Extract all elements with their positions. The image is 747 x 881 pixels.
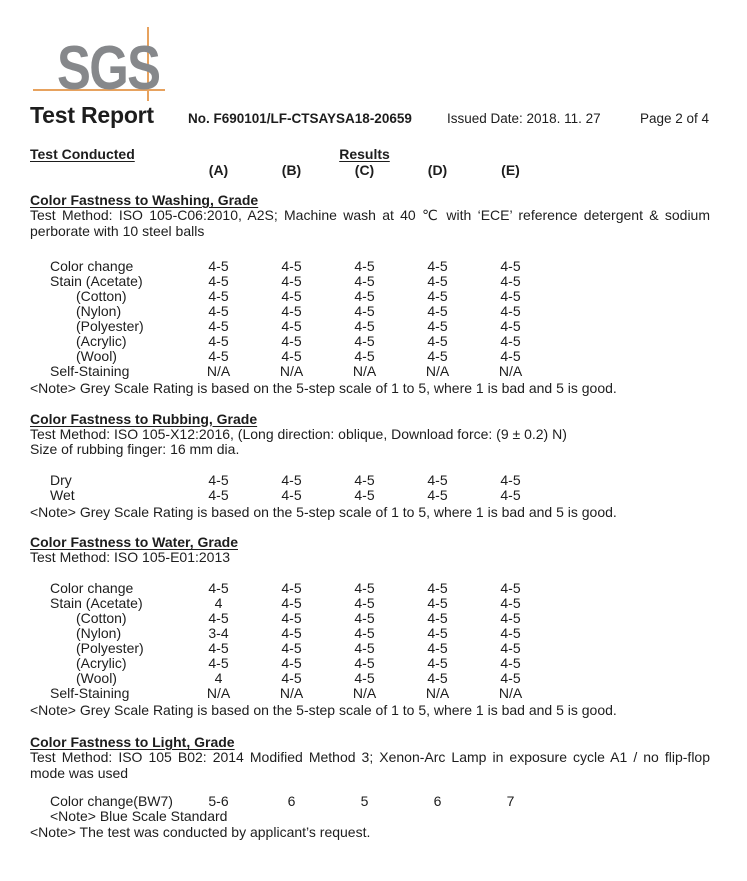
grade-value: 4-5 <box>281 348 302 364</box>
row-label: (Nylon) <box>76 303 122 319</box>
table-row <box>30 581 710 596</box>
table-row <box>30 641 710 656</box>
grey-scale-note: <Note> Grey Scale Rating is based on the 5-step scale of 1 to 5, where 1 is bad and 5 is good. <box>30 380 617 396</box>
grade-value: 4-5 <box>500 486 521 503</box>
table-row <box>30 304 710 319</box>
results-table <box>30 794 710 809</box>
grade-value: 4-5 <box>354 333 375 349</box>
row-label: (Polyester) <box>76 639 144 656</box>
page-indicator: Page 2 of 4 <box>640 111 710 126</box>
grade-value: 4-5 <box>281 258 302 274</box>
grade-value: 4-5 <box>281 639 302 656</box>
grade-value: 4-5 <box>500 273 521 289</box>
table-row <box>30 473 710 488</box>
section-water <box>30 534 710 718</box>
grade-value: 4-5 <box>281 654 302 671</box>
section-rubbing <box>30 411 710 521</box>
grade-value: 4-5 <box>427 288 448 304</box>
section-light <box>30 734 710 840</box>
results-column-labels-row <box>30 162 710 178</box>
row-label: Dry <box>50 471 72 488</box>
grade-value: 4-5 <box>500 639 521 656</box>
grade-value: N/A <box>352 684 377 701</box>
grade-value: 4-5 <box>281 594 302 611</box>
grade-value: N/A <box>206 363 231 379</box>
sgs-logo <box>0 0 747 103</box>
grade-value: 4-5 <box>208 273 229 289</box>
row-label: Color change <box>50 258 134 274</box>
table-row <box>30 334 710 349</box>
grade-value: 4-5 <box>500 654 521 671</box>
grade-value: 4-5 <box>281 669 302 686</box>
column-label-a: (A) <box>208 162 229 178</box>
table-row <box>30 364 710 379</box>
column-label-e: (E) <box>501 162 520 178</box>
row-label: (Acrylic) <box>76 333 127 349</box>
grade-value: N/A <box>352 363 377 379</box>
grade-value: 4-5 <box>281 318 302 334</box>
table-row <box>30 686 710 701</box>
results-header <box>30 146 710 178</box>
test-method-detail: Size of rubbing finger: 16 mm dia. <box>30 441 240 457</box>
grade-value: 4-5 <box>427 273 448 289</box>
applicant-request-note: <Note> The test was conducted by applicant’s request. <box>30 823 371 840</box>
grade-value: 4-5 <box>281 303 302 319</box>
grade-value: 4-5 <box>208 486 229 503</box>
row-label: Self-Staining <box>50 684 130 701</box>
grade-value: N/A <box>425 363 450 379</box>
table-row <box>30 289 710 304</box>
grade-value: 4-5 <box>208 579 229 596</box>
section-title: Color Fastness to Rubbing, Grade <box>30 410 258 427</box>
grade-value: 4-5 <box>427 609 448 626</box>
grade-value: 4-5 <box>208 639 229 656</box>
grade-value: 6 <box>287 793 296 809</box>
grey-scale-note: <Note> Grey Scale Rating is based on the 5-step scale of 1 to 5, where 1 is bad and 5 is good. <box>30 701 617 718</box>
grade-value: 4-5 <box>500 348 521 364</box>
grade-value: 4-5 <box>427 471 448 488</box>
grade-value: N/A <box>498 363 523 379</box>
grade-value: 4-5 <box>427 318 448 334</box>
table-row <box>30 656 710 671</box>
grade-value: 4-5 <box>500 669 521 686</box>
grade-value: 4-5 <box>427 639 448 656</box>
grade-value: 4-5 <box>427 486 448 503</box>
report-number: No. F690101/LF-CTSAYSA18-20659 <box>188 111 412 126</box>
row-label: (Polyester) <box>76 318 144 334</box>
grade-value: 4-5 <box>208 318 229 334</box>
grade-value: 5 <box>360 793 369 809</box>
test-method: Test Method: ISO 105 B02: 2014 Modified Method 3; Xenon-Arc Lamp in exposure cycle A1 / no flip-flop mode was used <box>30 749 710 781</box>
grade-value: 4-5 <box>427 303 448 319</box>
section-washing <box>30 192 710 397</box>
grade-value: 4-5 <box>281 579 302 596</box>
grade-value: 5-6 <box>208 793 229 809</box>
grade-value: 4-5 <box>354 654 375 671</box>
table-row <box>30 488 710 503</box>
grade-value: 4-5 <box>281 333 302 349</box>
table-row <box>30 596 710 611</box>
grade-value: 4-5 <box>427 669 448 686</box>
page-title: Test Report <box>30 102 154 128</box>
grade-value: 4-5 <box>354 669 375 686</box>
grade-value: 4-5 <box>281 273 302 289</box>
grade-value: 4 <box>214 594 223 611</box>
issued-date: Issued Date: 2018. 11. 27 <box>447 111 601 126</box>
row-label: Stain (Acetate) <box>50 273 143 289</box>
row-label: Self-Staining <box>50 363 130 379</box>
grade-value: 4-5 <box>354 273 375 289</box>
grade-value: 4-5 <box>427 654 448 671</box>
table-row <box>30 259 710 274</box>
test-conducted-heading: Test Conducted <box>30 146 135 162</box>
section-title: Color Fastness to Water, Grade <box>30 534 238 550</box>
grade-value: 4-5 <box>354 258 375 274</box>
row-label: (Wool) <box>76 348 117 364</box>
row-label: (Nylon) <box>76 624 122 641</box>
column-label-b: (B) <box>281 162 302 178</box>
row-label: (Acrylic) <box>76 654 127 671</box>
table-row <box>30 671 710 686</box>
grade-value: 4-5 <box>500 333 521 349</box>
grade-value: 4-5 <box>208 348 229 364</box>
sgs-logo-text: SGS <box>57 34 160 103</box>
grade-value: 4-5 <box>208 654 229 671</box>
grade-value: 4-5 <box>427 594 448 611</box>
grade-value: 4-5 <box>500 579 521 596</box>
table-row <box>30 794 710 809</box>
grade-value: 4-5 <box>500 288 521 304</box>
grade-value: 4-5 <box>354 609 375 626</box>
grade-value: 4-5 <box>208 258 229 274</box>
results-table <box>30 473 710 503</box>
report-content <box>0 102 747 840</box>
table-row <box>30 626 710 641</box>
test-method: Test Method: ISO 105-E01:2013 <box>30 549 231 565</box>
grade-value: N/A <box>206 684 231 701</box>
grade-value: N/A <box>279 363 304 379</box>
table-row <box>30 611 710 626</box>
results-table <box>30 259 710 379</box>
grade-value: 4-5 <box>427 624 448 641</box>
grade-value: N/A <box>498 684 523 701</box>
grade-value: 4-5 <box>427 258 448 274</box>
grey-scale-note: <Note> Grey Scale Rating is based on the 5-step scale of 1 to 5, where 1 is bad and 5 is good. <box>30 503 617 520</box>
grade-value: 4-5 <box>354 471 375 488</box>
grade-value: 4-5 <box>354 639 375 656</box>
results-table <box>30 581 710 701</box>
column-label-c: (C) <box>354 162 375 178</box>
test-method: Test Method: ISO 105-C06:2010, A2S; Machine wash at 40 ℃ with ‘ECE’ reference detergent & sodium perborate with 10 steel balls <box>30 207 710 239</box>
grade-value: 4-5 <box>281 486 302 503</box>
table-row <box>30 319 710 334</box>
grade-value: 4-5 <box>500 609 521 626</box>
grade-value: 4-5 <box>208 288 229 304</box>
row-label: (Wool) <box>76 669 117 686</box>
grade-value: 4-5 <box>500 594 521 611</box>
grade-value: 4-5 <box>354 348 375 364</box>
column-label-d: (D) <box>427 162 448 178</box>
row-label: Stain (Acetate) <box>50 594 143 611</box>
blue-scale-note: <Note> Blue Scale Standard <box>50 808 228 824</box>
grade-value: 4-5 <box>427 348 448 364</box>
grade-value: N/A <box>425 684 450 701</box>
table-row <box>30 274 710 289</box>
grade-value: 4-5 <box>427 579 448 596</box>
grade-value: 4-5 <box>500 624 521 641</box>
grade-value: 4-5 <box>354 288 375 304</box>
row-label: Color change(BW7) <box>50 793 173 809</box>
grade-value: 4-5 <box>427 333 448 349</box>
results-heading: Results <box>339 146 390 162</box>
grade-value: N/A <box>279 684 304 701</box>
row-label: Color change <box>50 579 134 596</box>
row-label: Wet <box>50 486 75 503</box>
grade-value: 7 <box>506 793 515 809</box>
grade-value: 4-5 <box>354 318 375 334</box>
grade-value: 4-5 <box>354 486 375 503</box>
grade-value: 4-5 <box>281 288 302 304</box>
grade-value: 4-5 <box>281 624 302 641</box>
grade-value: 4-5 <box>281 609 302 626</box>
table-row <box>30 349 710 364</box>
results-header-title-row <box>30 146 710 162</box>
grade-value: 4-5 <box>354 594 375 611</box>
grade-value: 4-5 <box>354 624 375 641</box>
grade-value: 4-5 <box>354 579 375 596</box>
grade-value: 4-5 <box>500 471 521 488</box>
grade-value: 4-5 <box>208 471 229 488</box>
grade-value: 4-5 <box>500 303 521 319</box>
grade-value: 4-5 <box>354 303 375 319</box>
grade-value: 4-5 <box>281 471 302 488</box>
grade-value: 4-5 <box>500 258 521 274</box>
grade-value: 4 <box>214 669 223 686</box>
grade-value: 6 <box>433 793 442 809</box>
grade-value: 4-5 <box>208 609 229 626</box>
test-method: Test Method: ISO 105-X12:2016, (Long direction: oblique, Download force: (9 ± 0.2) N) <box>30 425 567 442</box>
grade-value: 4-5 <box>500 318 521 334</box>
grade-value: 4-5 <box>208 333 229 349</box>
grade-value: 3-4 <box>208 624 229 641</box>
row-label: (Cotton) <box>76 288 127 304</box>
grade-value: 4-5 <box>208 303 229 319</box>
report-header-row <box>30 102 710 129</box>
row-label: (Cotton) <box>76 609 127 626</box>
section-title: Color Fastness to Light, Grade <box>30 734 235 750</box>
section-title: Color Fastness to Washing, Grade <box>30 192 259 208</box>
